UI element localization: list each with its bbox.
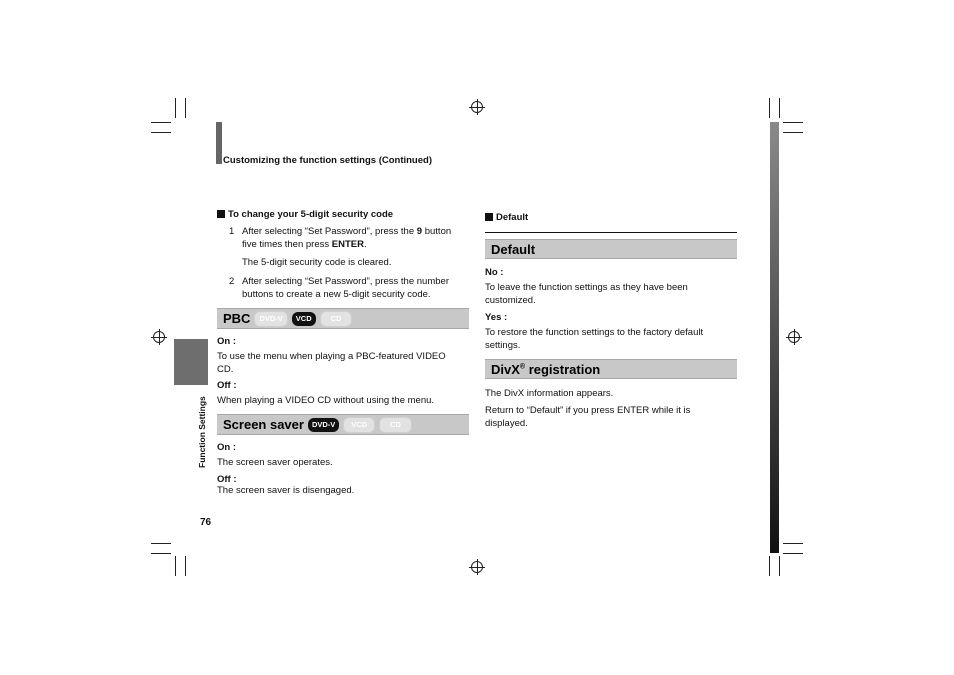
crop-mark xyxy=(185,98,186,118)
divx-text-2: Return to “Default” if you press ENTER while it is displayed. xyxy=(485,405,691,429)
registration-mark-icon xyxy=(471,561,483,573)
pbc-on-label: On : xyxy=(217,336,236,347)
crop-mark xyxy=(151,122,171,123)
default-yes-text: To restore the function settings to the factory default settings. xyxy=(485,327,704,351)
badge-dvd-v: DVD-V xyxy=(254,311,287,327)
divx-section-bar xyxy=(485,359,737,379)
registration-mark-icon xyxy=(788,331,800,343)
badge-vcd: VCD xyxy=(343,417,375,433)
screen-saver-on-text: The screen saver operates. xyxy=(217,457,333,468)
default-title: Default xyxy=(491,241,536,257)
crop-mark xyxy=(779,98,780,118)
page-edge-strip xyxy=(770,122,779,553)
header-accent-bar xyxy=(216,122,222,164)
page-title: Customizing the function settings (Continued) xyxy=(223,155,432,166)
crop-mark xyxy=(783,543,803,544)
section-tab xyxy=(174,339,208,385)
pbc-section-bar xyxy=(217,308,469,329)
crop-mark xyxy=(151,132,171,133)
badge-cd: CD xyxy=(379,417,412,433)
badge-vcd: VCD xyxy=(292,312,316,326)
step-2-text: After selecting “Set Password”, press the number buttons to create a new 5-digit security code. xyxy=(242,276,449,300)
registration-mark-icon xyxy=(153,331,165,343)
step-number: 2 xyxy=(229,276,235,287)
step-1-text: After selecting “Set Password”, press the 9 button five times then press ENTER. xyxy=(242,226,452,250)
registration-mark-icon xyxy=(471,101,483,113)
divx-text-1: The DivX information appears. xyxy=(485,388,614,399)
step-number: 1 xyxy=(229,226,235,237)
crop-mark xyxy=(783,132,803,133)
default-no-label: No : xyxy=(485,267,504,278)
crop-mark xyxy=(783,553,803,554)
crop-mark xyxy=(151,553,171,554)
screen-saver-section-bar xyxy=(217,414,469,435)
default-section-bar xyxy=(485,239,737,259)
crop-mark xyxy=(175,556,176,576)
section-divider xyxy=(485,232,737,233)
crop-mark xyxy=(783,122,803,123)
default-no-text: To leave the function settings as they have been customized. xyxy=(485,282,688,306)
pbc-title: PBC xyxy=(223,311,251,326)
screen-saver-off-text: The screen saver is disengaged. xyxy=(217,485,355,496)
crop-mark xyxy=(175,98,176,118)
page-number: 76 xyxy=(200,517,212,528)
screen-saver-on-label: On : xyxy=(217,442,236,453)
security-heading: To change your 5-digit security code xyxy=(217,209,393,220)
square-bullet-icon xyxy=(217,210,225,218)
crop-mark xyxy=(769,556,770,576)
pbc-off-text: When playing a VIDEO CD without using the menu. xyxy=(217,395,435,406)
badge-dvd-v: DVD-V xyxy=(308,418,339,432)
pbc-off-label: Off : xyxy=(217,380,237,391)
screen-saver-off-label: Off : xyxy=(217,474,237,485)
default-yes-label: Yes : xyxy=(485,312,508,323)
crop-mark xyxy=(779,556,780,576)
square-bullet-icon xyxy=(485,213,493,221)
pbc-on-text: To use the menu when playing a PBC-featured VIDEO CD. xyxy=(217,351,446,375)
screen-saver-title: Screen saver xyxy=(223,417,304,432)
default-heading: Default xyxy=(485,212,528,223)
crop-mark xyxy=(769,98,770,118)
crop-mark xyxy=(151,543,171,544)
crop-mark xyxy=(185,556,186,576)
badge-cd: CD xyxy=(320,311,353,327)
divx-title: DivX® registration xyxy=(491,361,601,377)
section-tab-label: Function Settings xyxy=(197,396,207,468)
step-1-note: The 5-digit security code is cleared. xyxy=(242,257,392,268)
